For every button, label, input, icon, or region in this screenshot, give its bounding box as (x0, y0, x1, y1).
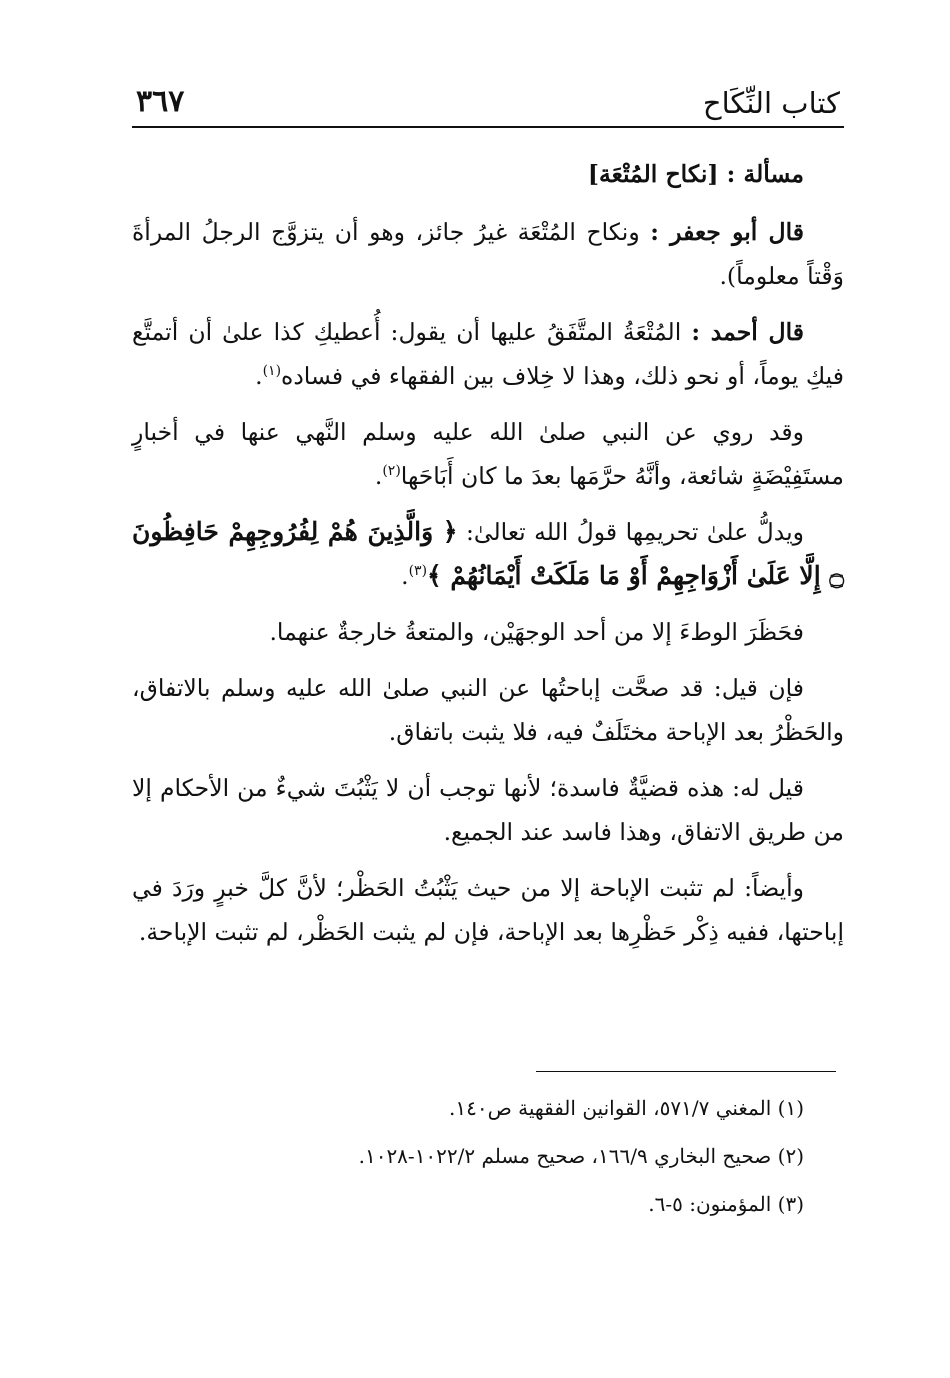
paragraph-text: فحَظَرَ الوطءَ إلا من أحد الوجهَيْن، والمتعةُ خارجةٌ عنهما. (269, 618, 804, 646)
sentence-end: . (401, 562, 409, 590)
paragraph-text: المُتْعَةُ المتَّفَقُ عليها أن يقول: أُعطيكِ كذا علىٰ أن أتمتَّع فيكِ يوماً، أو نحو ذلك، وهذا لا خِلاف بين الفقهاء في فساده (132, 318, 844, 390)
paragraph-6 (132, 666, 844, 754)
paragraph-2 (132, 310, 844, 398)
paragraph-text: ونكاح المُتْعَة غيرُ جائز، وهو أن يتزوَّج الرجلُ المرأةَ وَقْتاً معلوماً). (132, 218, 844, 290)
footnote-2: (٢) صحيح البخاري ١٦٦/٩، صحيح مسلم ١٠٢٢/٢-١٠٢٨. (358, 1144, 804, 1168)
speaker-label: قال أبو جعفر : (650, 218, 804, 246)
paragraph-5 (132, 610, 844, 654)
quran-verse: ﴿ وَالَّذِينَ هُمْ لِفُرُوجِهِمْ حَافِظُونَ ۝ إِلَّا عَلَىٰ أَزْوَاجِهِمْ أَوْ مَا مَلَكَتْ أَيْمَانُهُمْ ﴾ (132, 517, 844, 590)
paragraph-3 (132, 410, 844, 498)
sentence-end: . (255, 362, 263, 390)
running-header (132, 82, 844, 128)
footnote-ref: (٢) (382, 463, 401, 480)
paragraph-text: ويدلُّ علىٰ تحريمِها قولُ الله تعالىٰ: (466, 518, 804, 546)
page-number: ٣٦٧ (136, 84, 185, 119)
paragraph-text: وقد روي عن النبي صلىٰ الله عليه وسلم النَّهي عنها في أخبارٍ مستَفِيْضَةٍ شائعة، وأنَّهُ حرَّمَها بعدَ ما كان أَبَاحَها (132, 418, 844, 490)
footnote-3: (٣) المؤمنون: ٥-٦. (648, 1192, 804, 1216)
footnote-1: (١) المغني ٥٧١/٧، القوانين الفقهية ص١٤٠. (448, 1096, 804, 1120)
paragraph-7 (132, 766, 844, 854)
footnotes (132, 1084, 844, 1228)
paragraph-text: قيل له: هذه قضيَّةٌ فاسدة؛ لأنها توجب أن لا يَثْبُتَ شيءٌ من الأحكام إلا من طريق الاتفاق، وهذا فاسد عند الجميع. (132, 774, 844, 846)
main-text (132, 152, 844, 966)
heading-label: مسألة : (726, 160, 804, 188)
footnote-ref: (٣) (408, 563, 428, 580)
heading-title: [نكاح المُتْعَة] (587, 160, 719, 188)
footnote-divider (536, 1071, 836, 1072)
paragraph-8 (132, 866, 844, 954)
paragraph-text: فإن قيل: قد صحَّت إباحتُها عن النبي صلىٰ الله عليه وسلم بالاتفاق، والحَظْرُ بعد الإباحة مختَلَفٌ فيه، فلا يثبت باتفاق. (132, 674, 844, 746)
paragraph-1 (132, 210, 844, 298)
header-title: كتاب النِّكَاح (702, 86, 840, 120)
footnote-ref: (١) (262, 363, 282, 380)
paragraph-text: وأيضاً: لم تثبت الإباحة إلا من حيث يَثْبُتُ الحَظْر؛ لأنَّ كلَّ خبرٍ ورَدَ في إباحتها، ففيه ذِكْر حَظْرِها بعد الإباحة، فإن لم يثبت الحَظْر، لم تثبت الإباحة. (132, 874, 844, 946)
paragraph-4 (132, 510, 844, 598)
section-heading (132, 152, 844, 196)
sentence-end: . (374, 462, 383, 490)
speaker-label: قال أحمد : (691, 318, 804, 346)
